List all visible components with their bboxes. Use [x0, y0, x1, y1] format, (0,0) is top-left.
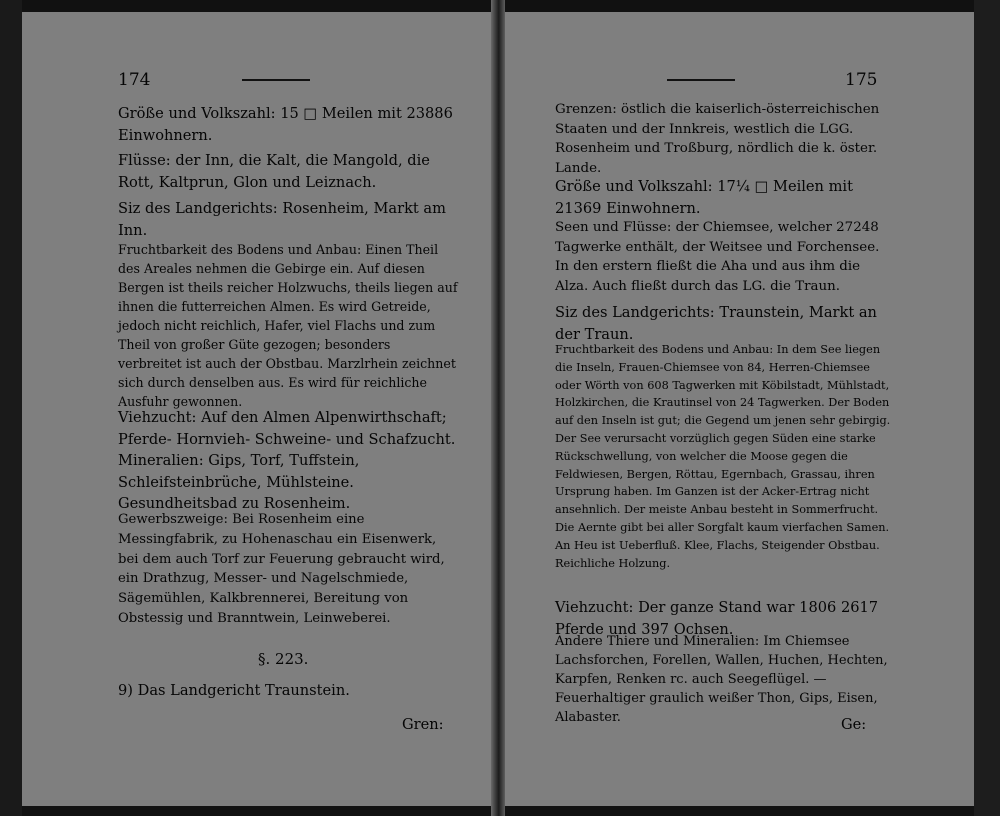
paragraph: Größe und Volkszahl: 15 □ Meilen mit 23886 Einwohnern.	[118, 105, 453, 144]
paragraph: Andere Thiere und Mineralien: Im Chiemsee Lachsforchen, Forellen, Wallen, Huchen, Hechten, Karpfen, Renken rc. auch Seegeflügel. — Feuerhaltiger graulich weißer Thon, Gips, Eisen, Alabaster.	[555, 634, 888, 725]
paragraph: Flüsse: der Inn, die Kalt, die Mangold, die Rott, Kaltprun, Glon und Leiznach.	[118, 152, 430, 191]
paragraph: Größe und Volkszahl: 17¼ □ Meilen mit 21369 Einwohnern.	[555, 178, 853, 217]
paragraph: Siz des Landgerichts: Traunstein, Markt an der Traun.	[555, 304, 877, 343]
catchword: Gren:	[402, 716, 444, 733]
paragraph: Viehzucht: Der ganze Stand war 1806 2617 Pferde und 397 Ochsen.	[555, 599, 879, 638]
paragraph: Seen und Flüsse: der Chiemsee, welcher 27248 Tagwerke enthält, der Weitsee und Forchensee. In den erstern fließt die Aha und aus ihm die Alza. Auch fließt durch das LG. die Traun.	[555, 220, 880, 294]
right-page	[505, 0, 974, 816]
paragraph: Fruchtbarkeit des Bodens und Anbau: In dem See liegen die Inseln, Frauen-Chiemsee von 84, Herren-Chiemsee oder Wörth von 608 Tagwerken mit Köbilstadt, Mühlstadt, Holzkirchen, die Krautinsel von 24 Tagwerken. Der Boden auf den Inseln ist gut; die Gegend um jenen sehr gebirgig. Der See verursacht vorzüglich gegen Süden eine starke Rückschwellung, von welcher die Moose gegen die Feldwiesen, Bergen, Röttau, Egernbach, Grassau, ihren Ursprung haben. Im Ganzen ist der Acker-Ertrag nicht ansehnlich. Der meiste Anbau besteht in Sommerfrucht. Die Aernte gibt bei aller Sorgfalt kaum vierfachen Samen. An Heu ist Ueberfluß. Klee, Flachs, Steigender Obstbau. Reichliche Holzung.	[555, 343, 891, 570]
header-rule	[242, 79, 310, 81]
paragraph: Siz des Landgerichts: Rosenheim, Markt am Inn.	[118, 200, 446, 239]
book-gutter	[491, 0, 505, 816]
scan-edge-right	[974, 0, 1000, 816]
paragraph: Fruchtbarkeit des Bodens und Anbau: Einen Theil des Areales nehmen die Gebirge ein. Auf diesen Bergen ist theils reicher Holzwuchs, theils liegen auf ihnen die futterreichen Almen. Es wird Getreide, jedoch nicht reichlich, Hafer, viel Flachs und zum Theil von großer Güte gezogen; besonders verbreitet ist auch der Obstbau. Marzlrhein zeichnet sich durch denselben aus. Es wird für reichliche Ausfuhr gewonnen.	[118, 242, 458, 409]
catchword: Ge:	[841, 716, 867, 733]
page-number: 175	[845, 70, 878, 90]
scan-edge-left	[0, 0, 22, 816]
section-mark: §. 223.	[258, 650, 309, 668]
page-number: 174	[118, 70, 151, 90]
paragraph: Grenzen: östlich die kaiserlich-österreichischen Staaten und der Innkreis, westlich die LGG. Rosenheim und Troßburg, nördlich die k. öster. Lande.	[555, 102, 880, 176]
paragraph: Gewerbszweige: Bei Rosenheim eine Messingfabrik, zu Hohenaschau ein Eisenwerk, bei dem auch Torf zur Feuerung gebraucht wird, ein Drathzug, Messer- und Nagelschmiede, Sägemühlen, Kalkbrennerei, Bereitung von Obstessig und Branntwein, Leinweberei.	[118, 512, 445, 626]
paragraph: Viehzucht: Auf den Almen Alpenwirthschaft; Pferde- Hornvieh- Schweine- und Schafzucht.	[118, 409, 456, 448]
header-rule	[667, 79, 735, 81]
paragraph: Mineralien: Gips, Torf, Tuffstein, Schleifsteinbrüche, Mühlsteine. Gesundheitsbad zu Rosenheim.	[118, 452, 360, 512]
section-heading: 9) Das Landgericht Traunstein.	[118, 682, 350, 699]
left-page	[22, 0, 491, 816]
